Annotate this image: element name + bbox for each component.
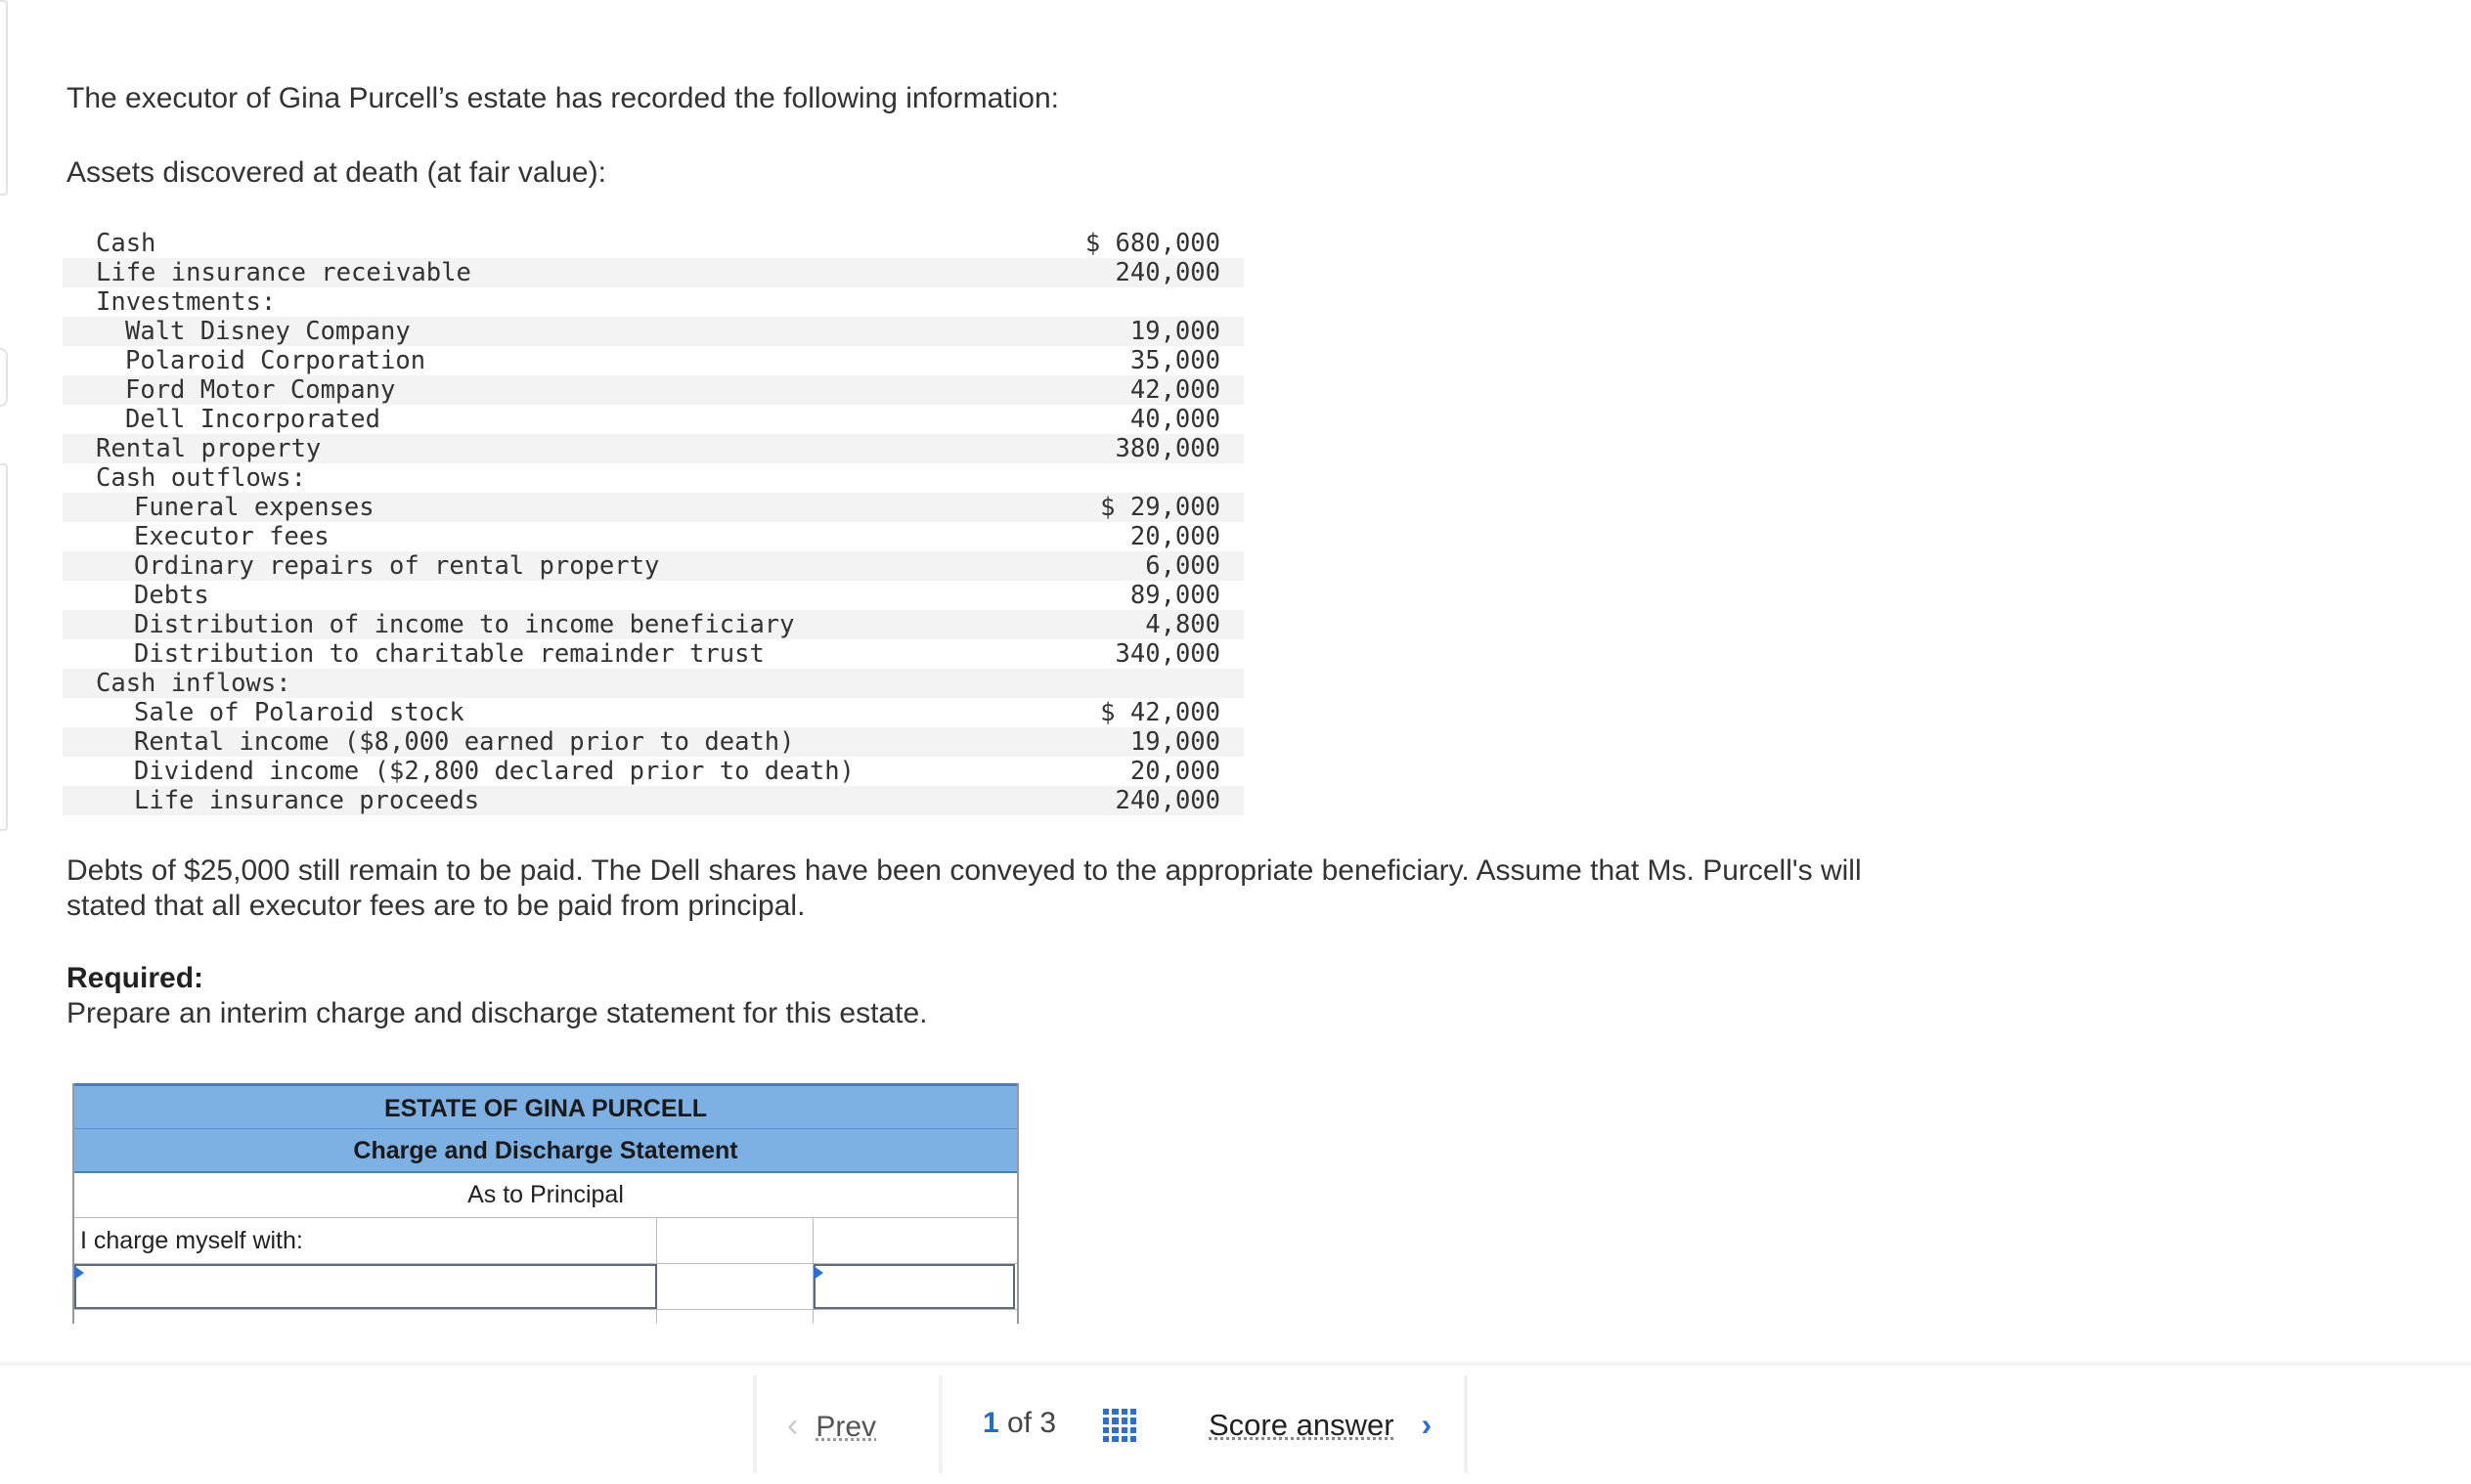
ledger-row xyxy=(63,375,1244,405)
ledger-row xyxy=(63,493,1244,522)
ledger-amount: 20,000 xyxy=(1129,522,1220,551)
ledger-label: Debts xyxy=(134,581,209,610)
ledger-amount: 340,000 xyxy=(1115,639,1220,669)
ledger-amount: 6,000 xyxy=(1145,551,1220,581)
ledger-label: Rental income ($8,000 earned prior to death) xyxy=(134,727,795,757)
ledger-row xyxy=(63,786,1244,815)
statement-row-charge xyxy=(74,1218,1017,1264)
nav-separator xyxy=(1464,1375,1468,1473)
ledger-amount: 19,000 xyxy=(1129,727,1220,757)
ledger-row xyxy=(63,757,1244,786)
statement-title: ESTATE OF GINA PURCELL xyxy=(74,1083,1017,1129)
amount-cell-inner xyxy=(657,1218,814,1263)
ledger-label: Cash inflows: xyxy=(96,669,291,698)
side-tab-lower xyxy=(0,463,8,831)
ledger-amount: 35,000 xyxy=(1129,346,1220,375)
ledger-row xyxy=(63,522,1244,551)
ledger-amount: $ 680,000 xyxy=(1084,229,1220,258)
ledger-label: Funeral expenses xyxy=(134,493,375,522)
nav-separator xyxy=(939,1375,943,1473)
ledger-amount: 380,000 xyxy=(1115,434,1220,463)
page-of: of xyxy=(1007,1407,1033,1439)
ledger-row xyxy=(63,287,1244,317)
chevron-left-icon: ‹ xyxy=(787,1407,799,1444)
ledger-row xyxy=(63,405,1244,434)
ledger-label: Investments: xyxy=(96,287,277,317)
ledger-label: Walt Disney Company xyxy=(125,317,411,346)
ledger-row xyxy=(63,698,1244,727)
intro-text: The executor of Gina Purcell’s estate has recorded the following information: xyxy=(66,82,1059,114)
ledger-label: Sale of Polaroid stock xyxy=(134,698,464,727)
page-indicator[interactable] xyxy=(983,1407,1056,1440)
ledger-row xyxy=(63,434,1244,463)
ledger-label: Ford Motor Company xyxy=(125,375,396,405)
chevron-right-icon: › xyxy=(1421,1407,1433,1442)
side-tab-middle xyxy=(0,348,8,407)
statement-subtitle: Charge and Discharge Statement xyxy=(74,1129,1017,1173)
ledger-amount: 4,800 xyxy=(1145,610,1220,639)
page-total: 3 xyxy=(1039,1407,1057,1439)
ledger-label: Ordinary repairs of rental property xyxy=(134,551,660,581)
amount-cell-inner-empty xyxy=(657,1264,814,1309)
charge-label-cell xyxy=(74,1218,657,1263)
page-current: 1 xyxy=(983,1407,999,1439)
amount-cell-total xyxy=(814,1218,1017,1263)
ledger-amount: 89,000 xyxy=(1129,581,1220,610)
ledger-label: Life insurance receivable xyxy=(96,258,471,287)
ledger-amount: 20,000 xyxy=(1129,757,1220,786)
assets-heading: Assets discovered at death (at fair value): xyxy=(66,156,606,189)
problem-paragraph: Debts of $25,000 still remain to be paid. The Dell shares have been conveyed to the appropriate beneficiary. Assume that Ms. Purcell's will stated that all executor fees are to be paid from principal. xyxy=(66,854,1862,922)
ledger-amount: 240,000 xyxy=(1115,258,1220,287)
description-input[interactable] xyxy=(74,1264,657,1309)
charge-label: I charge myself with: xyxy=(80,1227,303,1254)
ledger-amount: $ 42,000 xyxy=(1100,698,1220,727)
ledger-row xyxy=(63,727,1244,757)
ledger-label: Dividend income ($2,800 declared prior to death) xyxy=(134,757,855,786)
ledger-amount: 240,000 xyxy=(1115,786,1220,815)
ledger-row xyxy=(63,463,1244,493)
ledger-label: Cash outflows: xyxy=(96,463,306,493)
ledger-amount: 42,000 xyxy=(1129,375,1220,405)
ledger-amount: $ 29,000 xyxy=(1100,493,1220,522)
ledger-row xyxy=(63,317,1244,346)
ledger-label: Distribution of income to income beneficiary xyxy=(134,610,795,639)
score-answer-label: Score answer xyxy=(1209,1408,1394,1442)
ledger-label: Rental property xyxy=(96,434,322,463)
required-heading: Required: xyxy=(66,962,204,994)
ledger-row xyxy=(63,346,1244,375)
ledger-label: Cash xyxy=(96,229,156,258)
bottom-navigation-bar xyxy=(0,1362,2471,1484)
ledger-label: Polaroid Corporation xyxy=(125,346,426,375)
next-row-cell xyxy=(814,1310,1017,1324)
charge-discharge-statement xyxy=(72,1083,1019,1324)
ledger-row xyxy=(63,669,1244,698)
ledger-row xyxy=(63,581,1244,610)
ledger-table xyxy=(63,229,1244,815)
next-row-cell xyxy=(74,1310,657,1324)
ledger-label: Dell Incorporated xyxy=(125,405,380,434)
ledger-row xyxy=(63,258,1244,287)
prev-label: Prev xyxy=(816,1411,877,1443)
required-text: Prepare an interim charge and discharge statement for this estate. xyxy=(66,997,928,1029)
prev-button[interactable] xyxy=(787,1407,876,1445)
ledger-row xyxy=(63,551,1244,581)
side-tab-top xyxy=(0,0,8,196)
ledger-label: Distribution to charitable remainder trust xyxy=(134,639,765,669)
next-row-cell xyxy=(657,1310,814,1324)
dropdown-marker-icon xyxy=(74,1266,84,1280)
ledger-row xyxy=(63,639,1244,669)
ledger-label: Life insurance proceeds xyxy=(134,786,480,815)
ledger-row xyxy=(63,229,1244,258)
ledger-amount: 19,000 xyxy=(1129,317,1220,346)
nav-separator xyxy=(753,1375,757,1473)
total-amount-input[interactable] xyxy=(814,1264,1015,1309)
ledger-amount: 40,000 xyxy=(1129,405,1220,434)
statement-basis: As to Principal xyxy=(74,1173,1017,1218)
grid-menu-icon[interactable] xyxy=(1103,1409,1136,1442)
dropdown-marker-icon xyxy=(814,1266,823,1280)
ledger-row xyxy=(63,610,1244,639)
statement-row-input xyxy=(74,1264,1017,1310)
statement-row-next xyxy=(74,1310,1017,1324)
ledger-label: Executor fees xyxy=(134,522,330,551)
score-answer-button[interactable] xyxy=(1209,1407,1432,1443)
